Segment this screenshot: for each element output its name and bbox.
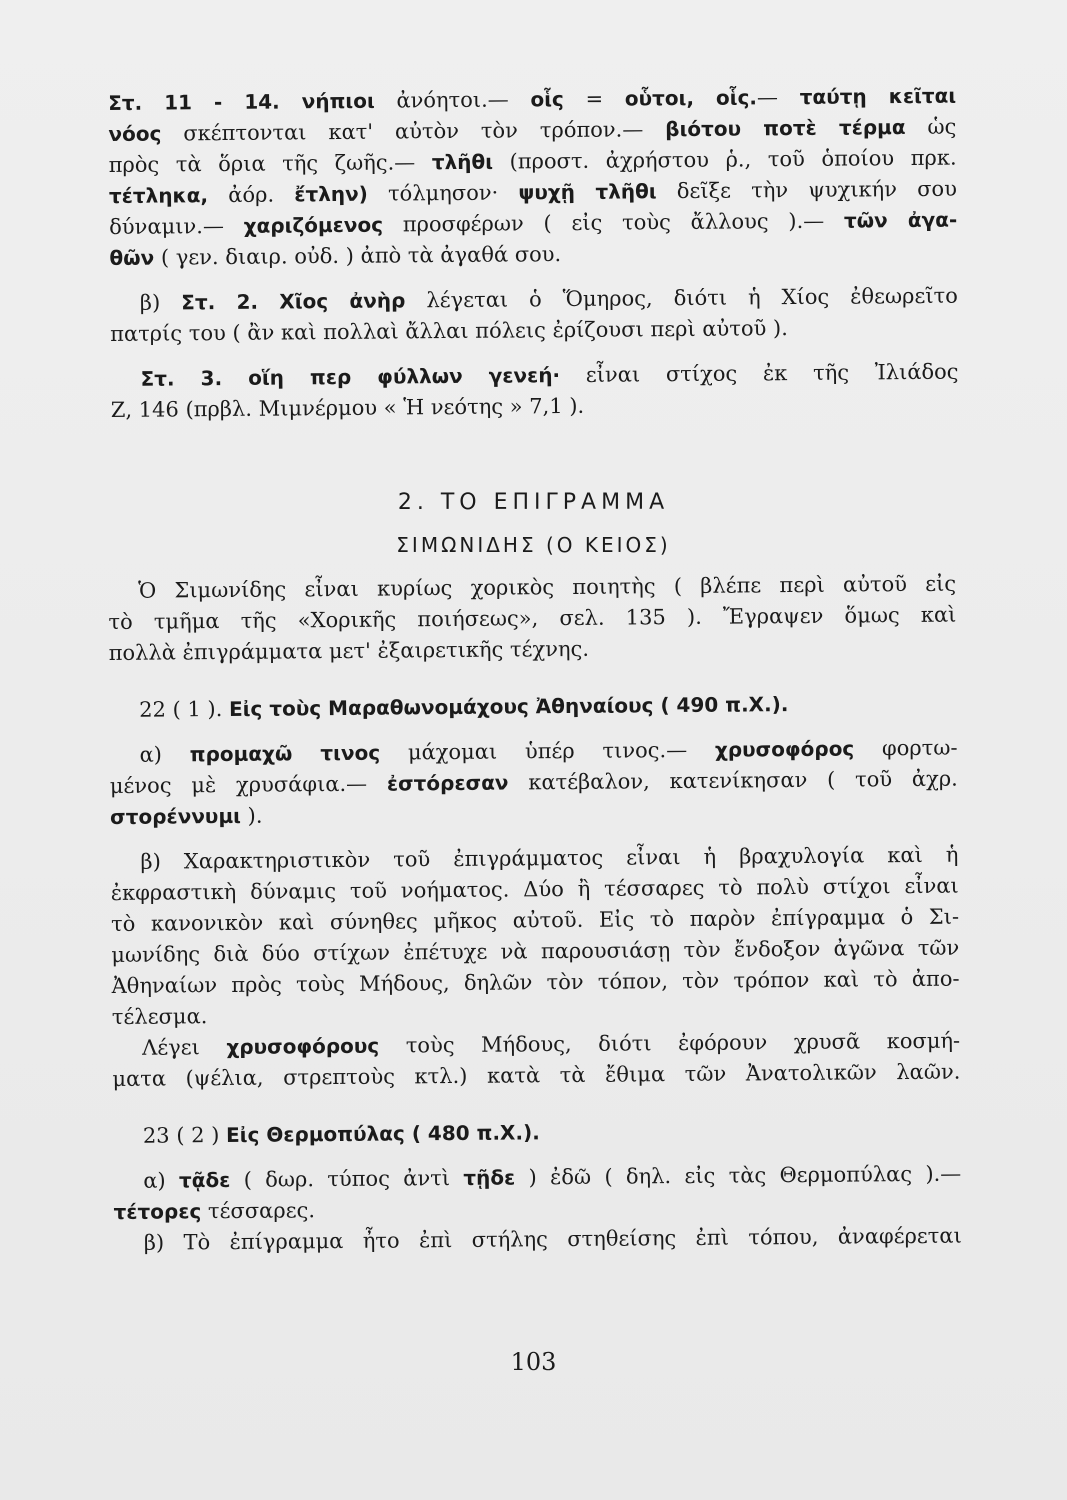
bold-term: χρυσοφόρους <box>226 1033 380 1059</box>
text-run: — <box>756 84 800 110</box>
bold-term: Στ. 2. Χῖος ἀνὴρ <box>181 288 406 315</box>
text-run: προσφέρων ( εἰς τοὺς ἄλλους ).— <box>382 208 845 237</box>
text-run: 22 ( 1 ). <box>139 696 230 722</box>
bold-term: ψυχῇ τλῆθι <box>518 179 657 205</box>
text-run: 23 ( 2 ) <box>142 1122 227 1148</box>
text-run: Ὁ Σιμωνίδης εἶναι κυρίως χορικὸς ποιητὴς ( βλέπε περὶ αὐτοῦ εἰς <box>138 571 957 603</box>
text-line <box>109 236 957 274</box>
bold-term: τῇδε <box>463 1165 516 1190</box>
text-run: ὡς <box>905 114 957 140</box>
text-run: τόλμησον· <box>367 180 519 206</box>
bold-term: χρυσοφόρος <box>714 736 855 762</box>
text-run: πατρίς του ( ἂν καὶ πολλαὶ ἄλλαι πόλεις ἐρίζουσι περὶ αὐτοῦ ). <box>110 316 788 346</box>
bold-term: τέτληκα, <box>108 183 209 208</box>
text-run: τέλεσμα. <box>111 1004 208 1029</box>
text-run: ( γεν. διαιρ. οὐδ. ) ἀπὸ τὰ ἀγαθά σου. <box>154 242 562 270</box>
text-line <box>110 795 958 833</box>
text-run: εἶναι στίχος ἐκ τῆς Ἰλιάδος <box>559 359 959 388</box>
text-run: Ζ, 146 (πρβλ. Μιμνέρμου « Ἡ νεότης » 7,1 ). <box>110 393 585 422</box>
text-run: δεῖξε τὴν ψυχικήν σου <box>656 176 958 204</box>
text-run: (προστ. ἀχρήστου ῥ., τοῦ ὁποίου πρκ. <box>492 145 957 174</box>
text-run: τὸ τμῆμα τῆς «Χορικῆς ποιήσεως», σελ. 135 ). Ἔγραψεν ὅμως καὶ <box>108 602 957 634</box>
bold-term: ταύτῃ κεῖται <box>799 83 957 109</box>
text-run: = <box>563 86 625 112</box>
text-run: μένος μὲ χρυσάφια.— <box>109 771 388 798</box>
bold-term: νήπιοι <box>301 88 375 114</box>
bold-term: προμαχῶ τινος <box>189 740 381 767</box>
bold-term: στορέννυμι <box>109 803 241 829</box>
page-number: 103 <box>510 1348 557 1376</box>
text-run: ἀόρ. <box>207 182 295 208</box>
bold-term: βιότου ποτὲ τέρμα <box>665 115 906 142</box>
text-run: ἀνόητοι.— <box>374 87 531 113</box>
text-run: σκέπτονται κατ' αὐτὸν τὸν τρόπον.— <box>161 117 666 146</box>
text-line <box>113 1114 961 1152</box>
text-line <box>112 1057 960 1095</box>
bold-term: τῶν ἀγα- <box>843 207 958 233</box>
text-run: μάχομαι ὑπέρ τινος.— <box>380 737 716 765</box>
text-run: λέγεται ὁ Ὅμηρος, διότι ἡ Χίος ἐθεωρεῖτο <box>405 283 958 313</box>
bold-term: νόος <box>108 121 162 146</box>
bold-term: ἐστόρεσαν <box>386 770 509 796</box>
author-heading: ΣΙΜΩΝΙΔΗΣ (Ο ΚΕΙΟΣ) <box>396 533 671 557</box>
bold-term: Στ. 3. οἵη περ φύλλων γενεή· <box>140 363 561 391</box>
text-run: Ἀθηναίων πρὸς τοὺς Μήδους, δηλῶν τὸν τόπον, τὸν τρόπον καὶ τὸ ἀπο- <box>111 966 960 998</box>
text-run: τέσσαρες. <box>201 1198 316 1224</box>
text-run: ( δωρ. τύπος ἀντὶ <box>230 1165 464 1192</box>
top-text-block <box>108 81 959 426</box>
text-run: πρὸς τὰ ὅρια τῆς ζωῆς.— <box>108 150 432 177</box>
bottom-text-block <box>108 569 962 1259</box>
bold-term: Εἰς τοὺς Μαραθωνομάχους Ἀθηναίους ( 490 π.Χ.). <box>228 692 789 721</box>
text-run: β) Τὸ ἐπίγραμμα ἦτο ἐπὶ στήλης στηθείσης ἐπὶ τόπου, ἀναφέρεται <box>143 1223 962 1255</box>
bold-term: τλῆθι <box>431 149 494 175</box>
text-run: φορτω- <box>854 735 958 761</box>
text-run: ἐκφραστικὴ δύναμις τοῦ νοήματος. Δύο ἢ τέσσαρες τὸ πολὺ στίχοι εἶναι <box>110 873 959 905</box>
bold-term: Εἰς Θερμοπύλας ( 480 π.Χ.). <box>225 1120 540 1147</box>
text-run: ) ἐδῶ ( δηλ. εἰς τὰς Θερμοπύλας ).— <box>515 1161 962 1190</box>
text-run: ματα (ψέλια, στρεπτοὺς κτλ.) κατὰ τὰ ἔθιμα τῶν Ἀνατολικῶν λαῶν. <box>112 1059 961 1091</box>
text-run: δύναμιν.— <box>109 213 244 239</box>
text-run: α) <box>139 742 190 767</box>
bold-term: χαριζόμενος <box>243 212 384 238</box>
text-line <box>111 388 959 426</box>
bold-term: θῶν <box>109 245 155 270</box>
bold-term: οὗτοι, οἷς. <box>624 85 758 111</box>
text-line <box>114 1221 962 1259</box>
text-run: τὸ κανονικὸν καὶ σύνηθες μῆκος αὐτοῦ. Εἰς τὸ παρὸν ἐπίγραμμα ὁ Σι- <box>110 904 960 936</box>
text-line <box>109 631 957 669</box>
bold-term: τᾷδε <box>178 1167 231 1193</box>
text-run: β) <box>139 290 182 315</box>
text-run: α) <box>143 1168 180 1193</box>
bold-term: Στ. 11 - 14. <box>108 89 302 115</box>
text-run: πολλὰ ἐπιγράμματα μετ' ἐξαιρετικῆς τέχνης. <box>108 636 590 665</box>
bold-term: οἷς <box>530 87 564 112</box>
text-run: β) Χαρακτηριστικὸν τοῦ ἐπιγράμματος εἶναι ἡ βραχυλογία καὶ ἡ <box>140 842 959 874</box>
text-line <box>110 312 958 350</box>
section-heading: 2. ΤΟ ΕΠΙΓΡΑΜΜΑ <box>397 490 670 515</box>
text-run: ). <box>240 803 263 828</box>
text-line <box>109 688 957 726</box>
text-run: Λέγει <box>142 1034 227 1060</box>
text-run: μωνίδης διὰ δύο στίχων ἐπέτυχε νὰ παρουσιάσῃ τὸν ἔνδοξον ἀγῶνα τῶν <box>111 935 960 967</box>
bold-term: ἔτλην) <box>294 181 368 207</box>
text-run: κατέβαλον, κατενίκησαν ( τοῦ ἀχρ. <box>508 766 958 795</box>
text-run: τοὺς Μήδους, διότι ἐφόρουν χρυσᾶ κοσμή- <box>379 1028 961 1058</box>
bold-term: τέτορες <box>113 1199 202 1224</box>
